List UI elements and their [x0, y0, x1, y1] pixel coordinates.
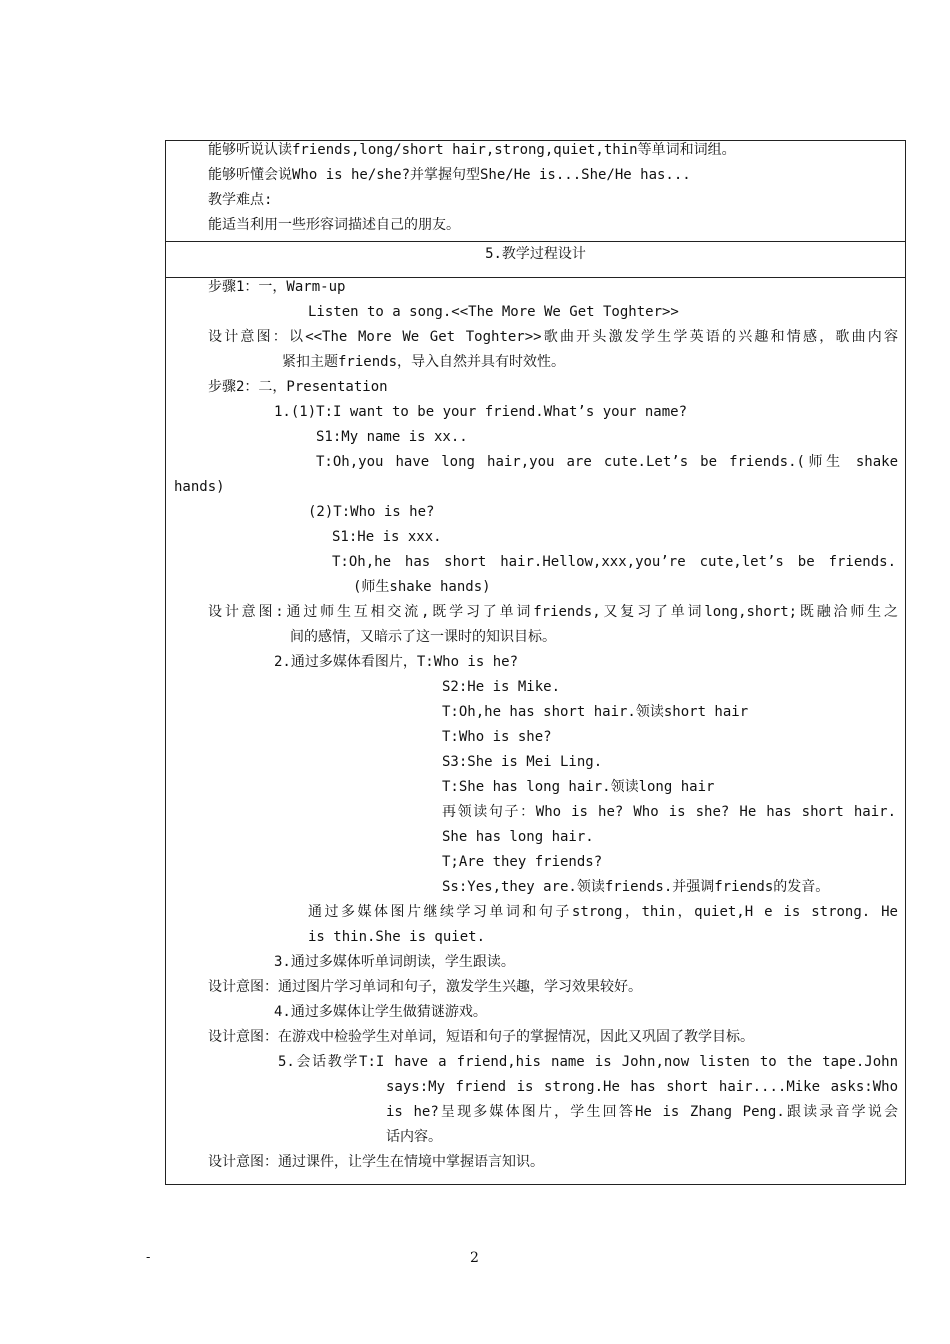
design-intent: 设计意图：通过课件，让学生在情境中掌握语言知识。 [208, 1154, 544, 1170]
process-line: S3:She is Mei Ling. [442, 754, 603, 770]
objectives-cell [166, 141, 905, 242]
process-line: (师生shake hands) [353, 579, 491, 595]
difficulty-heading: 教学难点: [208, 192, 273, 208]
process-line: 3.通过多媒体听单词朗读，学生跟读。 [274, 954, 515, 970]
step-heading: 步骤1：一，Warm-up [208, 279, 346, 295]
lesson-plan-table [165, 140, 906, 1185]
process-line: T:Oh,he has short hair.Hellow,xxx,you’re cute,let’s be friends. [332, 554, 896, 570]
process-line: Listen to a song.<<The More We Get Toghter>> [308, 304, 679, 320]
design-intent: 设计意图:通过师生互相交流,既学习了单词friends,又复习了单词long,short;既融洽师生之 [208, 604, 898, 620]
design-intent: 设计意图：在游戏中检验学生对单词，短语和句子的掌握情况，因此又巩固了教学目标。 [208, 1029, 754, 1045]
process-line: Ss:Yes,they are.领读friends.并强调friends的发音。 [442, 879, 830, 895]
process-line: 5.会话教学T:I have a friend,his name is John,now listen to the tape.John [278, 1054, 898, 1070]
process-line: T:Who is she? [442, 729, 552, 745]
process-line: She has long hair. [442, 829, 594, 845]
design-intent: 间的感情，又暗示了这一课时的知识目标。 [290, 629, 556, 645]
footer-dash: - [146, 1250, 151, 1265]
section-title: 5.教学过程设计 [485, 246, 586, 262]
design-intent: 设计意图：以<<The More We Get Toghter>>歌曲开头激发学生学英语的兴趣和情感，歌曲内容 [208, 329, 898, 345]
step-heading: 步骤2：二，Presentation [208, 379, 388, 395]
process-line: S1:He is xxx. [332, 529, 442, 545]
objective-line: 能够听说认读friends,long/short hair,strong,quiet,thin等单词和词组。 [208, 142, 736, 158]
process-line: 话内容。 [386, 1129, 442, 1145]
section-title-row [166, 242, 905, 278]
process-line: is thin.She is quiet. [308, 929, 486, 945]
design-intent: 紧扣主题friends，导入自然并具有时效性。 [282, 354, 565, 370]
process-line: hands) [174, 479, 225, 495]
objective-line: 能够听懂会说Who is he/she?并掌握句型She/He is...She/He has... [208, 167, 691, 183]
process-line: (2)T:Who is he? [308, 504, 435, 520]
page-number: 2 [470, 1250, 479, 1266]
process-line: T:Oh,he has short hair.领读short hair [442, 704, 749, 720]
process-line: 4.通过多媒体让学生做猜谜游戏。 [274, 1004, 487, 1020]
process-line: S1:My name is xx.. [316, 429, 468, 445]
process-line: 再领读句子：Who is he? Who is she? He has short hair. [442, 804, 896, 820]
process-line: 通过多媒体图片继续学习单词和句子strong，thin，quiet,H e is strong. He [308, 904, 898, 920]
process-line: says:My friend is strong.He has short hair....Mike asks:Who [386, 1079, 898, 1095]
process-line: T;Are they friends? [442, 854, 603, 870]
process-line: T:She has long hair.领读long hair [442, 779, 715, 795]
process-line: is he?呈现多媒体图片，学生回答He is Zhang Peng.跟读录音学说会 [386, 1104, 898, 1120]
process-line: S2:He is Mike. [442, 679, 561, 695]
process-line: 2.通过多媒体看图片，T:Who is he? [274, 654, 519, 670]
process-cell [166, 278, 905, 1184]
difficulty-line: 能适当利用一些形容词描述自己的朋友。 [208, 217, 460, 233]
process-line: T:Oh,you have long hair,you are cute.Let’s be friends.(师生 shake [316, 454, 898, 470]
design-intent: 设计意图：通过图片学习单词和句子，激发学生兴趣，学习效果较好。 [208, 979, 642, 995]
process-line: 1.(1)T:I want to be your friend.What’s your name? [274, 404, 688, 420]
